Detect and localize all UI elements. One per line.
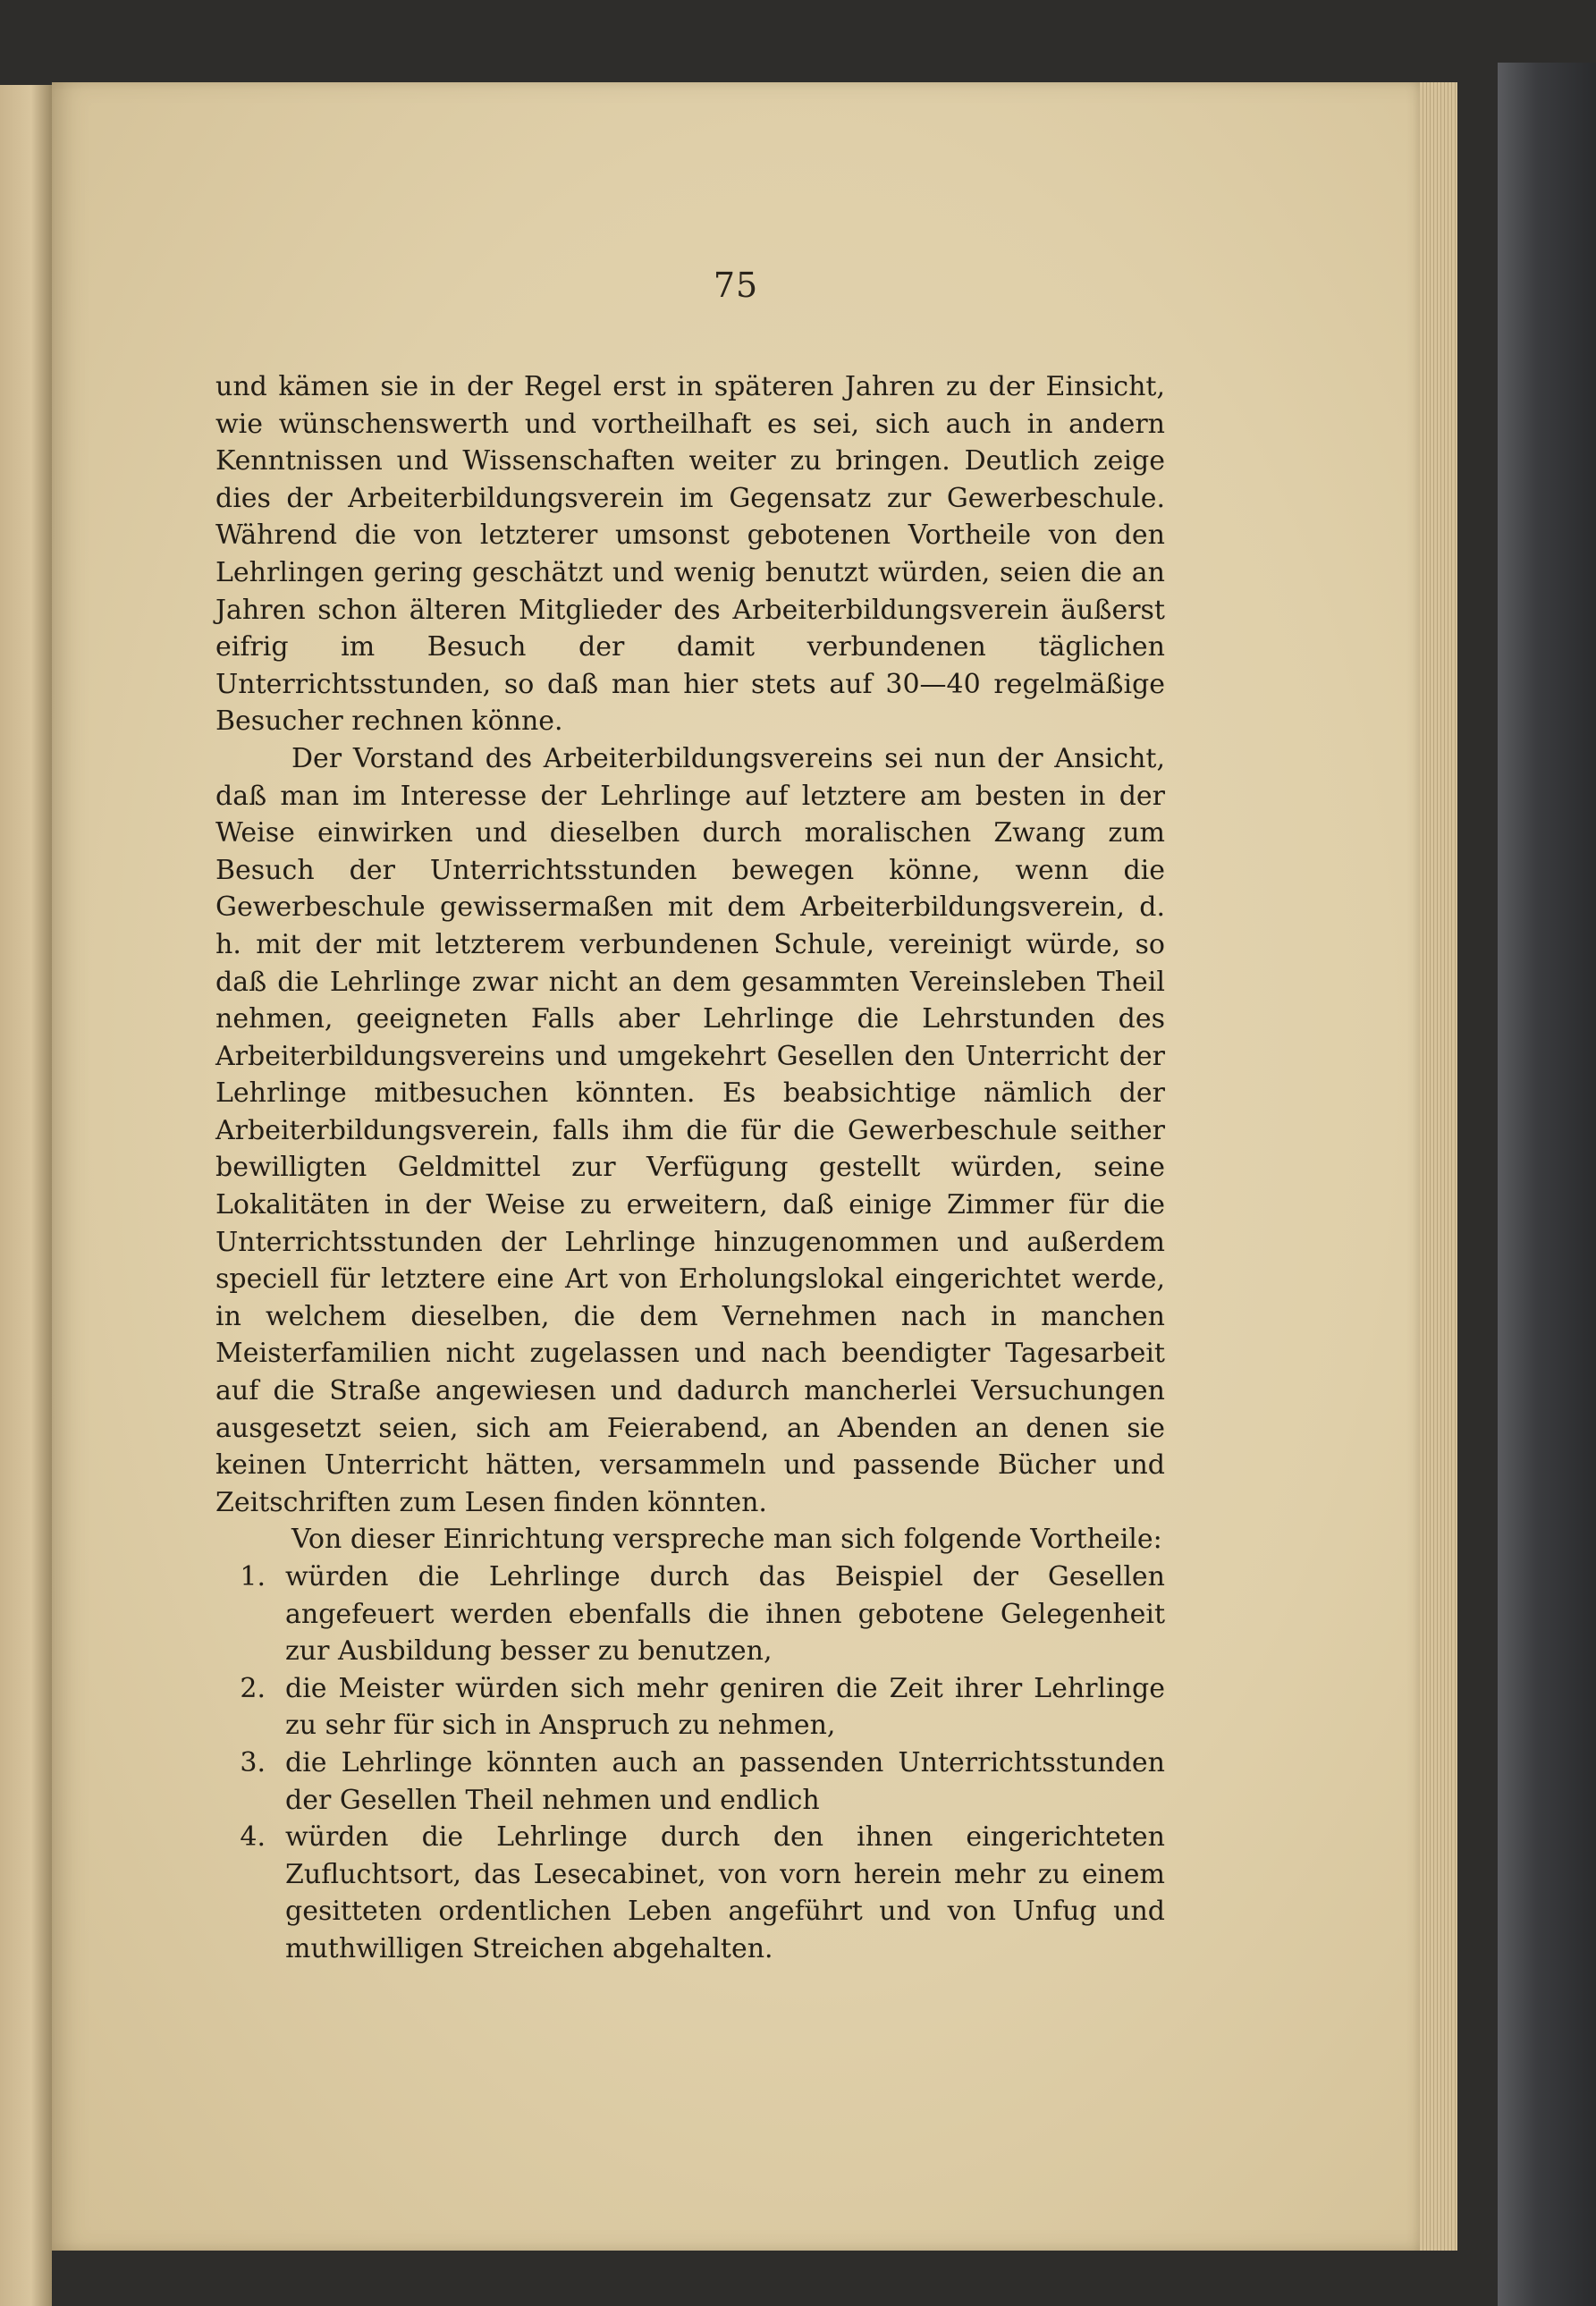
advantages-list <box>215 1558 1165 1968</box>
list-item-text: die Meister würden sich mehr geniren die Zeit ihrer Lehrlinge zu sehr für sich in Anspruch zu nehmen, <box>285 1672 1165 1742</box>
list-item-number: 4. <box>240 1821 266 1854</box>
list-item-text: würden die Lehrlinge durch den ihnen eingerichteten Zufluchtsort, das Lesecabinet, von vorn herein mehr zu einem gesitteten ordentlichen Leben angeführt und von Unfug und muthwilligen Streichen abgehalten. <box>285 1821 1165 1964</box>
list-item-number: 1. <box>240 1561 266 1592</box>
list-item-text: würden die Lehrlinge durch das Beispiel der Gesellen angefeuert werden ebenfalls die ihnen gebotene Gelegenheit zur Ausbildung besser zu benutzen, <box>285 1561 1165 1668</box>
book-cover-edge <box>1498 63 1596 2306</box>
page-body <box>215 368 1165 1968</box>
book-page <box>52 82 1420 2251</box>
paragraph-2: Der Vorstand des Arbeiterbildungsvereins sei nun der Ansicht, daß man im Interesse der Lehrlinge auf letztere am besten in der Weise einwirken und dieselben durch moralischen Zwang zum Besuch der Unterrichtsstunden bewegen könne, wenn die Gewerbeschule gewissermaßen mit dem Arbeiterbildungsverein, d. h. mit der mit letzterem verbundenen Schule, vereinigt würde, so daß die Lehrlinge zwar nicht an dem gesammten Vereinsleben Theil nehmen, geeigneten Falls aber Lehrlinge die Lehrstunden des Arbeiterbildungsvereins und umgekehrt Gesellen den Unterricht der Lehrlinge mitbesuchen könnten. Es beabsichtige nämlich der Arbeiterbildungsverein, falls ihm die für die Gewerbeschule seither bewilligten Geldmittel zur Verfügung gestellt würden, seine Lokalitäten in der Weise zu erweitern, daß einige Zimmer für die Unterrichtsstunden der Lehrlinge hinzugenommen und außerdem speciell für letztere eine Art von Erholungslokal eingerichtet werde, in welchem dieselben, die dem Vernehmen nach in manchen Meisterfamilien nicht zugelassen und nach beendigter Tagesarbeit auf die Straße angewiesen und dadurch mancherlei Versuchungen ausgesetzt seien, sich am Feierabend, an Abenden an denen sie keinen Unterricht hätten, versammeln und passende Bücher und Zeitschriften zum Lesen finden könnten. <box>215 742 1165 1518</box>
page-number: 75 <box>713 266 759 305</box>
facing-page-edge <box>0 85 52 2306</box>
list-item <box>215 1558 1165 1670</box>
list-item <box>215 1670 1165 1744</box>
paragraph-3: Von dieser Einrichtung verspreche man sich folgende Vortheile: <box>291 1524 1162 1556</box>
paragraph-1: und kämen sie in der Regel erst in späteren Jahren zu der Einsicht, wie wünschenswerth und vortheilhaft es sei, sich auch in andern Kenntnissen und Wissenschaften weiter zu bringen. Deutlich zeige dies der Arbeiterbildungsverein im Gegensatz zur Gewerbeschule. Während die von letzterer umsonst gebotenen Vortheile von den Lehrlingen gering geschätzt und wenig benutzt würden, seien die an Jahren schon älteren Mitglieder des Arbeiterbildungsverein äußerst eifrig im Besuch der damit verbundenen täglichen Unterrichtsstunden, so daß man hier stets auf 30—40 regelmäßige Besucher rechnen könne. <box>215 371 1165 738</box>
list-item <box>215 1744 1165 1819</box>
list-item-text: die Lehrlinge könnten auch an passenden Unterrichtsstunden der Gesellen Theil nehmen und endlich <box>285 1746 1165 1816</box>
list-item <box>215 1819 1165 1967</box>
list-item-number: 2. <box>240 1672 266 1704</box>
list-item-number: 3. <box>240 1746 266 1778</box>
